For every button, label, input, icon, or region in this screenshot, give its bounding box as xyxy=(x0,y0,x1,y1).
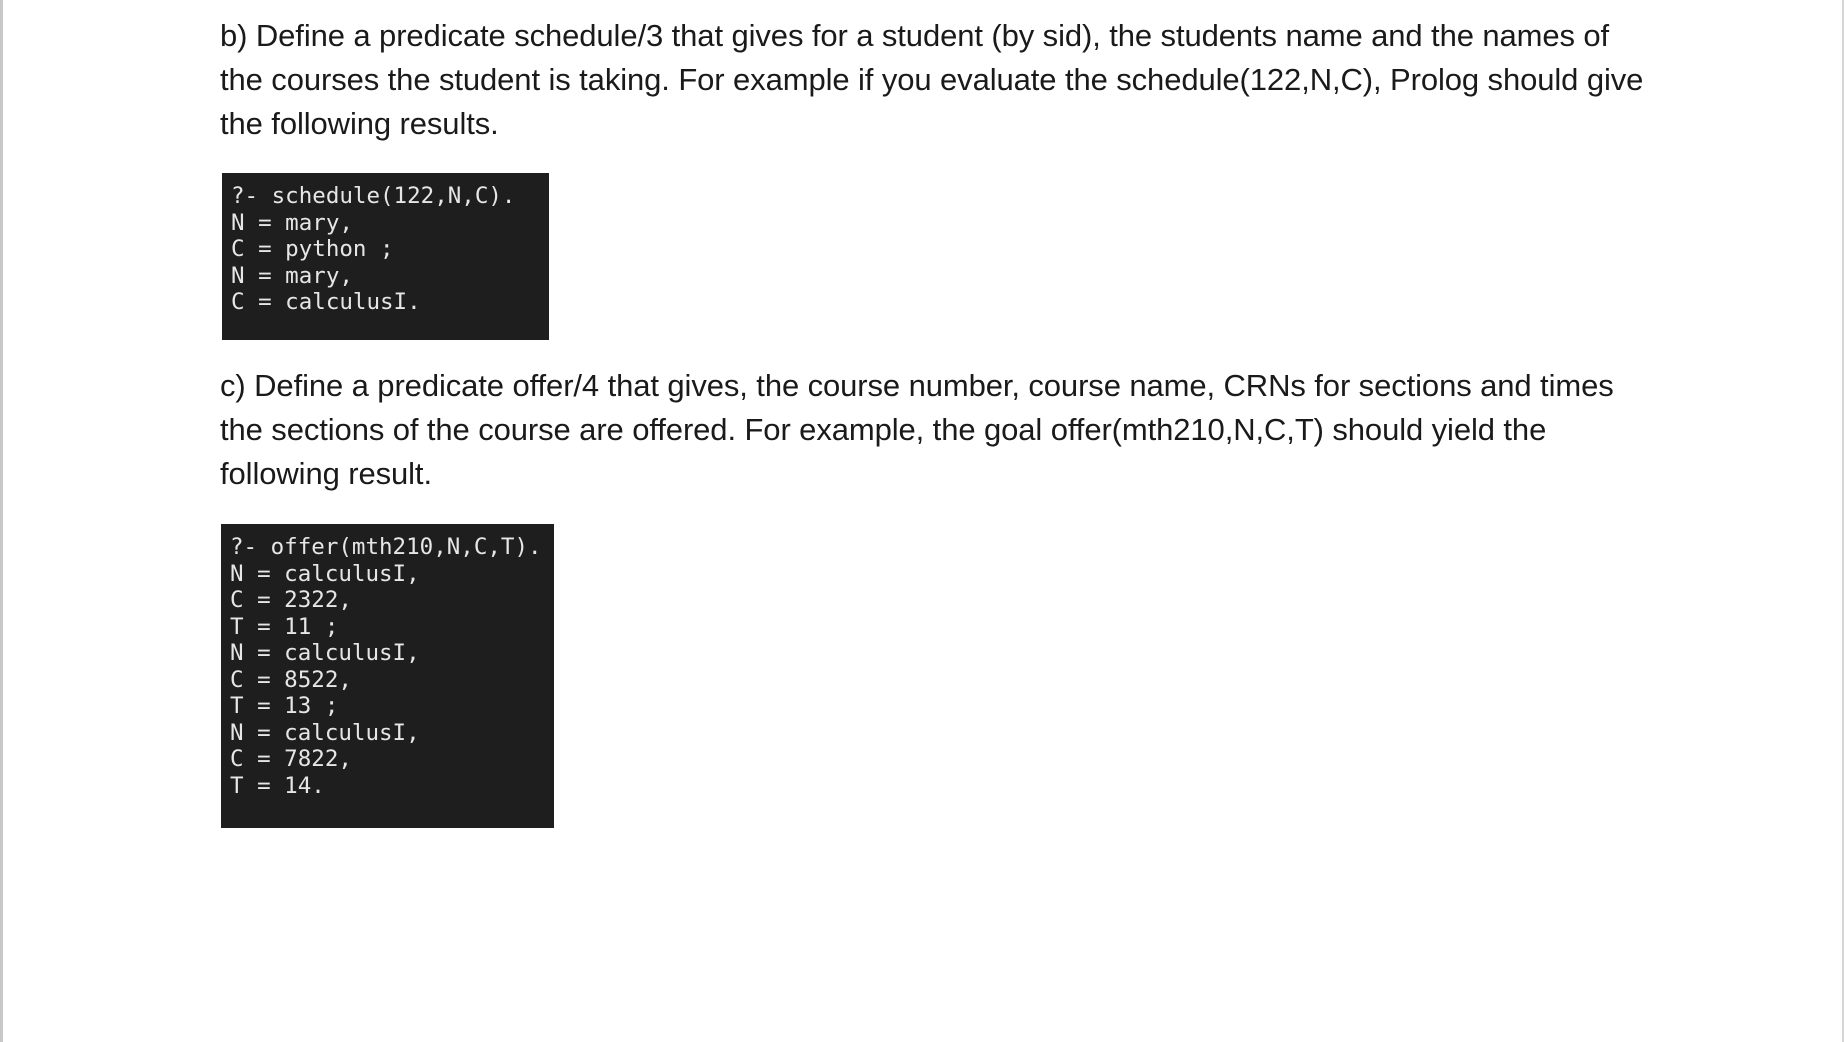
question-c-text xyxy=(220,364,1640,496)
terminal-line: N = calculusI, xyxy=(230,640,420,666)
question-c-line-3: following result. xyxy=(220,456,432,491)
terminal-line: C = 8522, xyxy=(230,666,352,693)
prolog-output-schedule xyxy=(222,173,549,340)
question-b-line-3: the following results. xyxy=(220,106,499,141)
terminal-line: C = python ; xyxy=(231,236,394,262)
document-body xyxy=(220,14,1644,828)
terminal-line: T = 14. xyxy=(230,772,325,799)
question-c-line-1: c) Define a predicate offer/4 that gives, the course number, course name, CRNs for sections and times xyxy=(220,368,1614,403)
terminal-line: C = 2322, xyxy=(230,587,352,613)
question-c-line-2: the sections of the course are offered. For example, the goal offer(mth210,N,C,T) should yield the xyxy=(220,412,1547,447)
terminal-line: T = 13 ; xyxy=(230,693,339,719)
terminal-line: C = 7822, xyxy=(230,746,352,772)
question-b-line-2: the courses the student is taking. For example if you evaluate the schedule(122,N,C), Prolog should give xyxy=(220,62,1644,97)
terminal-line: N = calculusI, xyxy=(230,560,420,587)
terminal-line: N = calculusI, xyxy=(230,719,420,746)
page-left-border xyxy=(0,0,3,1042)
terminal-line: T = 11 ; xyxy=(230,613,339,640)
terminal-line: ?- offer(mth210,N,C,T). xyxy=(230,534,542,560)
prolog-output-offer xyxy=(221,524,554,828)
terminal-line: C = calculusI. xyxy=(231,289,421,315)
terminal-line: ?- schedule(122,N,C). xyxy=(231,183,516,209)
question-b-text xyxy=(220,14,1644,146)
terminal-line: N = mary, xyxy=(231,262,353,289)
question-b-line-1: b) Define a predicate schedule/3 that gives for a student (by sid), the students name and the names of xyxy=(220,18,1610,53)
terminal-line: N = mary, xyxy=(231,209,353,236)
